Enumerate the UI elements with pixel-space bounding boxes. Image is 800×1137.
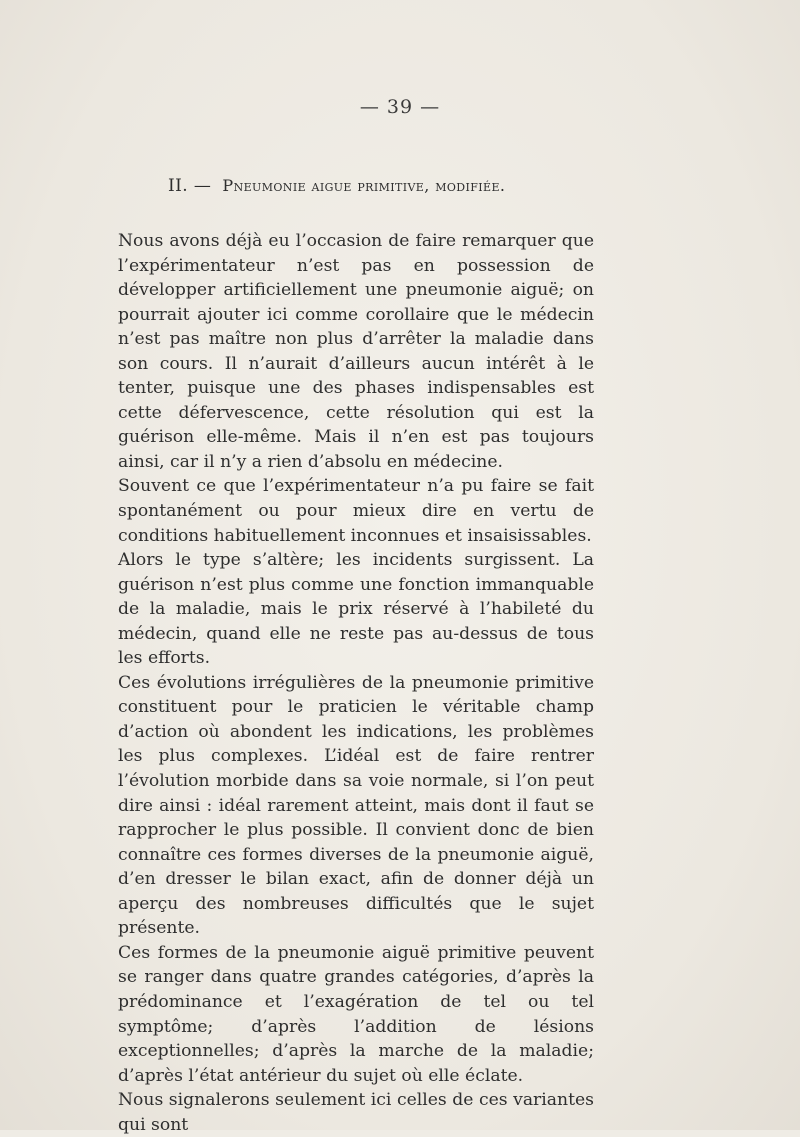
section-heading xyxy=(168,176,505,196)
paragraph: Alors le type s’altère; les incidents surgissent. La guérison n’est plus comme une fonction immanquable de la maladie, mais le prix réservé à l’habileté du médecin, quand elle ne reste pas au-dessus de tous les efforts. xyxy=(118,550,594,669)
paragraph: Nous avons déjà eu l’occasion de faire remarquer que l’expérimentateur n’est pas en possession de développer artificiellement une pneumonie aiguë; on pourrait ajouter ici comme corollaire que le médecin n’est pas maître non plus d’arrêter la maladie dans son cours. Il n’aurait d’ailleurs aucun intérêt à le tenter, puisque une des phases indispensables est cette défervescence, cette résolution qui est la guérison elle-même. Mais il n’en est pas toujours ainsi, car il n’y a rien d’absolu en médecine. xyxy=(118,231,594,472)
paragraph: Nous signalerons seulement ici celles de ces variantes qui sont xyxy=(118,1090,594,1135)
page-number: — 39 — xyxy=(359,96,441,118)
paragraph: Ces évolutions irrégulières de la pneumonie primitive constituent pour le praticien le véritable champ d’action où abondent les indications, les problèmes les plus complexes. L’idéal est de faire rentrer l’évolution morbide dans sa voie normale, si l’on peut dire ainsi : idéal rarement atteint, mais dont il faut se rapprocher le plus possible. Il convient donc de bien connaître ces formes diverses de la pneumonie aiguë, d’en dresser le bilan exact, afin de donner déjà un aperçu des nombreuses difficultés que le sujet présente. xyxy=(118,672,594,939)
paragraph: Souvent ce que l’expérimentateur n’a pu faire se fait spontanément ou pour mieux dire en vertu de conditions habituellement inconnues et insaisissables. xyxy=(118,476,594,546)
body-text xyxy=(118,229,594,1137)
paragraph: Ces formes de la pneumonie aiguë primitive peuvent se ranger dans quatre grandes catégories, d’après la prédominance et l’exagération de tel ou tel symptôme; d’après l’addition de lésions exceptionnelles; d’après la marche de la maladie; d’après l’état antérieur du sujet où elle éclate. xyxy=(118,942,594,1086)
section-numeral: II. — xyxy=(168,176,212,196)
section-title: Pneumonie aigue primitive, modifiée. xyxy=(222,176,506,195)
